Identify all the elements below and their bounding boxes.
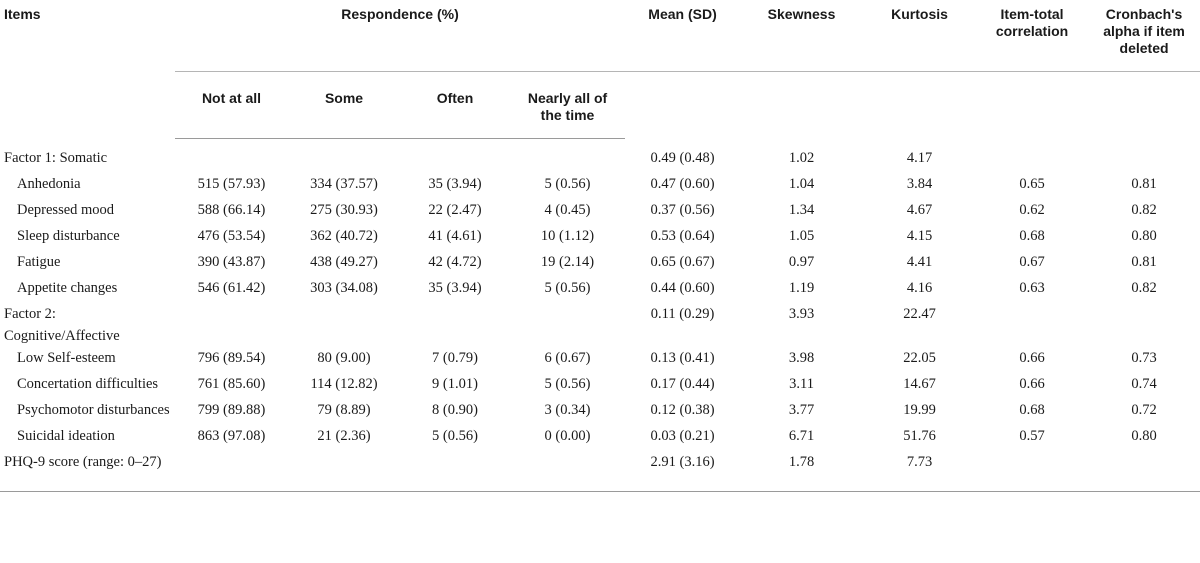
cell-nearly-all: 0 (0.00) (544, 428, 591, 444)
header-row-top (0, 0, 1200, 72)
cell-skewness: 1.04 (788, 176, 815, 192)
row-label: PHQ-9 score (range: 0–27) (0, 451, 175, 492)
table-row (0, 347, 1200, 373)
cell-often: 42 (4.72) (428, 254, 482, 270)
cell-mean-sd: 0.47 (0.60) (650, 176, 715, 192)
cell-cronbach (1088, 139, 1200, 174)
cell-some (288, 451, 400, 492)
cell-kurtosis: 19.99 (903, 402, 936, 418)
table-row (0, 225, 1200, 251)
cell-some: 80 (9.00) (317, 350, 371, 366)
cell-not-at-all: 761 (85.60) (197, 376, 266, 392)
row-label: Appetite changes (17, 280, 118, 296)
cell-nearly-all: 5 (0.56) (544, 176, 591, 192)
table-row (0, 373, 1200, 399)
cell-some: 21 (2.36) (317, 428, 371, 444)
row-label: Concertation difficulties (17, 376, 159, 392)
cell-some: 362 (40.72) (310, 228, 378, 244)
cell-item-total: 0.68 (1019, 228, 1045, 244)
col-header-skewness: Skewness (767, 6, 836, 22)
cell-mean-sd: 0.12 (0.38) (650, 402, 715, 418)
cell-often (400, 451, 510, 492)
cell-skewness: 3.77 (788, 402, 815, 418)
cell-nearly-all: 5 (0.56) (544, 376, 591, 392)
table-row (0, 399, 1200, 425)
cell-skewness: 3.93 (788, 306, 815, 322)
row-label: Suicidal ideation (17, 428, 115, 444)
cell-skewness: 1.19 (788, 280, 815, 296)
cell-not-at-all: 588 (66.14) (197, 202, 266, 218)
row-label: Sleep disturbance (17, 228, 120, 244)
factor-row (0, 139, 1200, 174)
row-label: Anhedonia (17, 176, 81, 192)
cell-mean-sd: 2.91 (3.16) (625, 451, 740, 492)
cell-kurtosis: 7.73 (863, 451, 976, 492)
col-header-not-at-all: Not at all (175, 72, 288, 139)
cell-nearly-all: 3 (0.34) (544, 402, 591, 418)
cell-mean-sd: 0.13 (0.41) (650, 350, 715, 366)
cell-kurtosis: 4.15 (906, 228, 933, 244)
cell-often: 9 (1.01) (432, 376, 478, 392)
cell-skewness: 1.05 (788, 228, 815, 244)
cell-item-total: 0.66 (1019, 376, 1045, 392)
cell-often: 7 (0.79) (432, 350, 478, 366)
cell-nearly-all: 19 (2.14) (540, 254, 595, 270)
cell-cronbach: 0.81 (1131, 254, 1157, 270)
cell-skewness: 0.97 (788, 254, 815, 270)
cell-item-total (976, 139, 1088, 174)
cell-item-total: 0.62 (1019, 202, 1045, 218)
cell-some: 79 (8.89) (317, 402, 371, 418)
cell-skewness: 1.34 (788, 202, 815, 218)
cell-skewness: 3.11 (789, 376, 814, 392)
cell-item-total: 0.68 (1019, 402, 1045, 418)
row-label: Fatigue (17, 254, 61, 270)
cell-kurtosis: 4.41 (906, 254, 933, 270)
cell-mean-sd: 0.44 (0.60) (650, 280, 715, 296)
cell-cronbach: 0.80 (1131, 428, 1157, 444)
cell-item-total (976, 303, 1088, 347)
cell-some: 275 (30.93) (310, 202, 378, 218)
cell-item-total: 0.66 (1019, 350, 1045, 366)
cell-cronbach: 0.82 (1131, 280, 1157, 296)
cell-mean-sd: 0.37 (0.56) (650, 202, 715, 218)
cell-often: 22 (2.47) (428, 202, 482, 218)
cell-not-at-all (175, 303, 288, 347)
row-label: Low Self-esteem (17, 350, 116, 366)
cell-skewness: 6.71 (788, 428, 815, 444)
cell-often (400, 303, 510, 347)
cell-some (288, 303, 400, 347)
respondence-divider (175, 71, 1200, 72)
cell-often: 35 (3.94) (428, 280, 482, 296)
cell-not-at-all: 863 (97.08) (197, 428, 266, 444)
cell-cronbach (1088, 451, 1200, 492)
cell-often (400, 139, 510, 174)
cell-kurtosis: 4.67 (906, 202, 933, 218)
col-header-mean-sd: Mean (SD) (648, 6, 717, 22)
row-label: Factor 2: Cognitive/Affective (4, 306, 120, 344)
cell-kurtosis: 22.05 (903, 350, 936, 366)
cell-some: 114 (12.82) (310, 376, 378, 392)
cell-often: 35 (3.94) (428, 176, 482, 192)
table-row (0, 251, 1200, 277)
cell-cronbach: 0.81 (1131, 176, 1157, 192)
cell-not-at-all: 796 (89.54) (197, 350, 266, 366)
col-header-nearly-all: Nearly all of the time (510, 72, 625, 139)
cell-cronbach: 0.80 (1131, 228, 1157, 244)
cell-cronbach: 0.82 (1131, 202, 1157, 218)
row-label: Depressed mood (17, 202, 115, 218)
cell-kurtosis: 14.67 (903, 376, 936, 392)
cell-cronbach: 0.74 (1131, 376, 1157, 392)
table-body (0, 139, 1200, 492)
factor-row (0, 451, 1200, 492)
cell-kurtosis: 51.76 (903, 428, 936, 444)
cell-item-total: 0.63 (1019, 280, 1045, 296)
col-header-often: Often (400, 72, 510, 139)
cell-some (288, 139, 400, 174)
col-header-kurtosis: Kurtosis (891, 6, 948, 22)
respondence-label: Respondence (%) (341, 6, 459, 22)
cell-mean-sd: 0.11 (0.29) (650, 306, 715, 322)
cell-cronbach (1088, 303, 1200, 347)
cell-mean-sd: 0.03 (0.21) (650, 428, 715, 444)
cell-cronbach: 0.72 (1131, 402, 1157, 418)
cell-often: 5 (0.56) (432, 428, 478, 444)
cell-nearly-all: 6 (0.67) (544, 350, 591, 366)
cell-item-total (976, 451, 1088, 492)
cell-mean-sd: 0.49 (0.48) (650, 149, 715, 166)
cell-item-total: 0.67 (1019, 254, 1045, 270)
cell-nearly-all (510, 303, 625, 347)
cell-nearly-all (510, 451, 625, 492)
row-label: Factor 1: Somatic (4, 149, 108, 166)
table-row (0, 173, 1200, 199)
col-header-respondence (175, 0, 625, 72)
table-row (0, 199, 1200, 225)
cell-not-at-all: 799 (89.88) (197, 402, 266, 418)
cell-not-at-all: 546 (61.42) (197, 280, 266, 296)
col-header-items: Items (4, 6, 41, 22)
cell-not-at-all: 390 (43.87) (197, 254, 266, 270)
cell-mean-sd: 0.65 (0.67) (650, 254, 715, 270)
cell-nearly-all: 4 (0.45) (544, 202, 591, 218)
cell-skewness: 1.02 (788, 149, 815, 166)
cell-some: 334 (37.57) (310, 176, 378, 192)
cell-kurtosis: 4.16 (906, 280, 933, 296)
col-header-cronbach: Cronbach's alpha if item deleted (1103, 6, 1185, 56)
cell-kurtosis: 4.17 (906, 149, 933, 166)
table-row (0, 277, 1200, 303)
col-header-item-total: Item-total correlation (995, 6, 1069, 39)
cell-item-total: 0.65 (1019, 176, 1045, 192)
cell-not-at-all (175, 451, 288, 492)
cell-kurtosis: 3.84 (906, 176, 933, 192)
cell-cronbach: 0.73 (1131, 350, 1157, 366)
cell-mean-sd: 0.53 (0.64) (650, 228, 715, 244)
cell-not-at-all (175, 139, 288, 174)
factor-row (0, 303, 1200, 347)
cell-mean-sd: 0.17 (0.44) (650, 376, 715, 392)
cell-item-total: 0.57 (1019, 428, 1045, 444)
table-row (0, 425, 1200, 451)
cell-skewness: 1.78 (740, 451, 863, 492)
cell-nearly-all (510, 139, 625, 174)
cell-often: 41 (4.61) (428, 228, 482, 244)
cell-kurtosis: 22.47 (903, 306, 936, 322)
col-header-some: Some (288, 72, 400, 139)
cell-some: 438 (49.27) (310, 254, 378, 270)
cell-skewness: 3.98 (788, 350, 815, 366)
row-label: Psychomotor disturbances (17, 402, 170, 418)
cell-often: 8 (0.90) (432, 402, 478, 418)
cell-not-at-all: 515 (57.93) (197, 176, 266, 192)
cell-not-at-all: 476 (53.54) (197, 228, 266, 244)
cell-nearly-all: 5 (0.56) (544, 280, 591, 296)
cell-nearly-all: 10 (1.12) (540, 228, 595, 244)
cell-some: 303 (34.08) (310, 280, 378, 296)
